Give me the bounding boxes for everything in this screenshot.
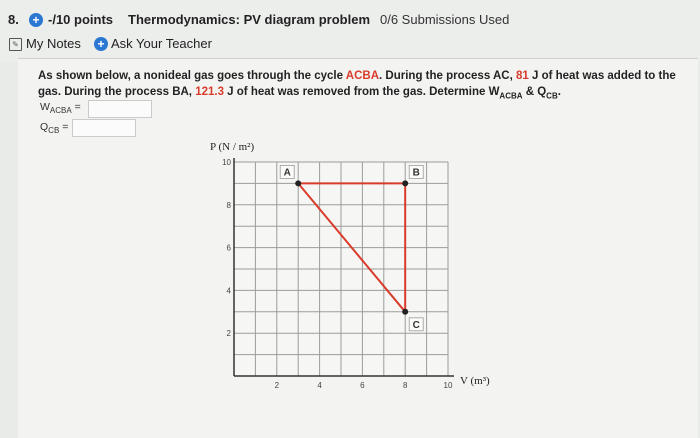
x-tick-label: 2 [274, 381, 280, 390]
state-point-C [402, 309, 408, 315]
my-notes-link[interactable]: My Notes [26, 36, 81, 51]
y-axis-label: P (N / m²) [210, 141, 255, 153]
x-tick-label: 6 [360, 381, 365, 390]
notes-icon[interactable]: ✎ [9, 38, 22, 51]
x-tick-label: 4 [317, 381, 322, 390]
y-tick-label: 10 [222, 158, 231, 167]
point-label-A: A [283, 167, 291, 179]
y-tick-label: 2 [226, 329, 231, 339]
question-number: 8. [8, 12, 19, 27]
question-text: As shown below, a nonideal gas goes through the cycle ACBA. During the process AC, 81 J of heat was added to the gas. During the process BA, 121.3 J of heat was removed from the gas. Determine $W_{ACBA}$ & $Q_{CB}$. [38, 70, 676, 101]
question-title: Thermodynamics: PV diagram problem [128, 12, 371, 27]
submissions-used: 0/6 Submissions Used [380, 12, 510, 27]
grid [234, 162, 448, 376]
plus-circle-icon[interactable]: + [94, 37, 108, 51]
y-tick-label: 4 [226, 286, 231, 296]
state-point-A [295, 180, 301, 186]
y-tick-label: 6 [226, 243, 231, 253]
w-answer-label: $W_{ACBA}$ = [40, 101, 81, 116]
ask-teacher-link[interactable]: Ask Your Teacher [111, 36, 212, 51]
plus-circle-icon[interactable]: + [29, 13, 43, 27]
q-answer-label: $Q_{CB}$ = [40, 121, 69, 136]
point-label-B: B [412, 167, 420, 179]
point-label-C: C [412, 319, 420, 331]
y-tick-label: 8 [226, 200, 231, 210]
x-tick-label: 8 [402, 381, 408, 390]
x-axis-label: V (m³) [460, 375, 490, 387]
x-tick-label: 10 [443, 381, 453, 390]
points-label: -/10 points [48, 12, 114, 27]
state-point-B [402, 180, 408, 186]
